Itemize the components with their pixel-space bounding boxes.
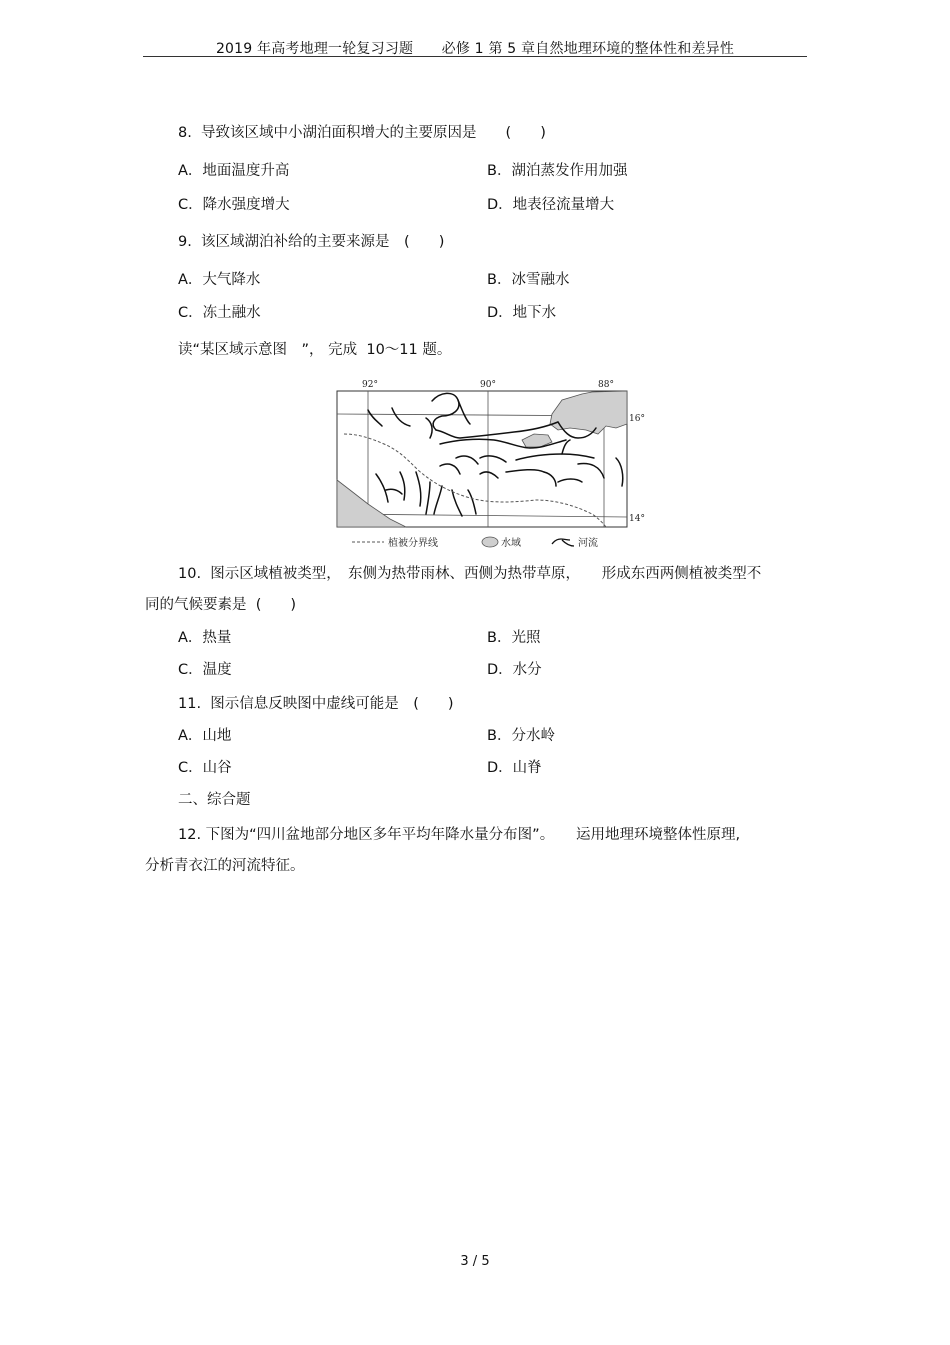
question-8-option-a: A．地面温度升高 bbox=[178, 163, 290, 179]
question-8-option-c: C．降水强度增大 bbox=[178, 197, 290, 213]
question-9-stem: 9. 该区域湖泊补给的主要来源是 ( ) bbox=[178, 234, 445, 250]
question-9-option-a: A．大气降水 bbox=[178, 272, 261, 288]
question-8-option-d: D．地表径流量增大 bbox=[487, 197, 615, 213]
question-11-option-a: A．山地 bbox=[178, 728, 232, 744]
legend-river-label: 河流 bbox=[578, 538, 598, 549]
legend-river-swatch bbox=[552, 539, 574, 546]
question-10-option-a: A．热量 bbox=[178, 630, 232, 646]
question-9-option-d: D．地下水 bbox=[487, 305, 557, 321]
question-12-line2: 分析青衣江的河流特征。 bbox=[145, 858, 305, 874]
page-number: 3 / 5 bbox=[460, 1254, 490, 1269]
map-intro: 读“某区域示意图 ”， 完成 10～11 题。 bbox=[178, 342, 452, 358]
page-header: 2019 年高考地理一轮复习习题 必修 1 第 5 章自然地理环境的整体性和差异性 bbox=[215, 41, 735, 57]
question-10-option-b: B．光照 bbox=[487, 630, 541, 646]
section-2-heading: 二、综合题 bbox=[178, 792, 251, 808]
legend-water-swatch bbox=[482, 537, 498, 547]
question-9-option-b: B．冰雪融水 bbox=[487, 272, 570, 288]
water-body-southwest bbox=[337, 480, 406, 527]
lon-label-88: 88° bbox=[598, 380, 614, 390]
region-map bbox=[330, 374, 645, 552]
question-10-option-c: C．温度 bbox=[178, 662, 232, 678]
map-legend bbox=[352, 536, 598, 549]
legend-boundary-label: 植被分界线 bbox=[388, 538, 438, 549]
header-rule bbox=[143, 56, 807, 57]
legend-water-label: 水域 bbox=[501, 538, 521, 549]
question-10-option-d: D．水分 bbox=[487, 662, 542, 678]
lon-label-90: 90° bbox=[480, 380, 496, 390]
question-9-option-c: C．冻土融水 bbox=[178, 305, 261, 321]
question-11-option-b: B．分水岭 bbox=[487, 728, 555, 744]
lat-label-14: 14° bbox=[629, 514, 645, 524]
lon-label-92: 92° bbox=[362, 380, 378, 390]
question-11-stem: 11. 图示信息反映图中虚线可能是 ( ) bbox=[178, 696, 454, 712]
vegetation-boundary-line bbox=[344, 434, 606, 527]
question-8-stem: 8. 导致该区域中小湖泊面积增大的主要原因是 ( ) bbox=[178, 125, 546, 141]
question-10-stem-line2: 同的气候要素是 ( ) bbox=[145, 597, 297, 613]
question-8-option-b: B．湖泊蒸发作用加强 bbox=[487, 163, 628, 179]
question-12-line1: 12. 下图为“四川盆地部分地区多年平均年降水量分布图”。 运用地理环境整体性原理, bbox=[178, 827, 741, 843]
question-11-option-c: C．山谷 bbox=[178, 760, 232, 776]
question-10-stem-line1: 10. 图示区域植被类型， 东侧为热带雨林、西侧为热带草原， 形成东西两侧植被类型不 bbox=[178, 566, 762, 582]
question-11-option-d: D．山脊 bbox=[487, 760, 542, 776]
lat-label-16: 16° bbox=[629, 414, 645, 424]
